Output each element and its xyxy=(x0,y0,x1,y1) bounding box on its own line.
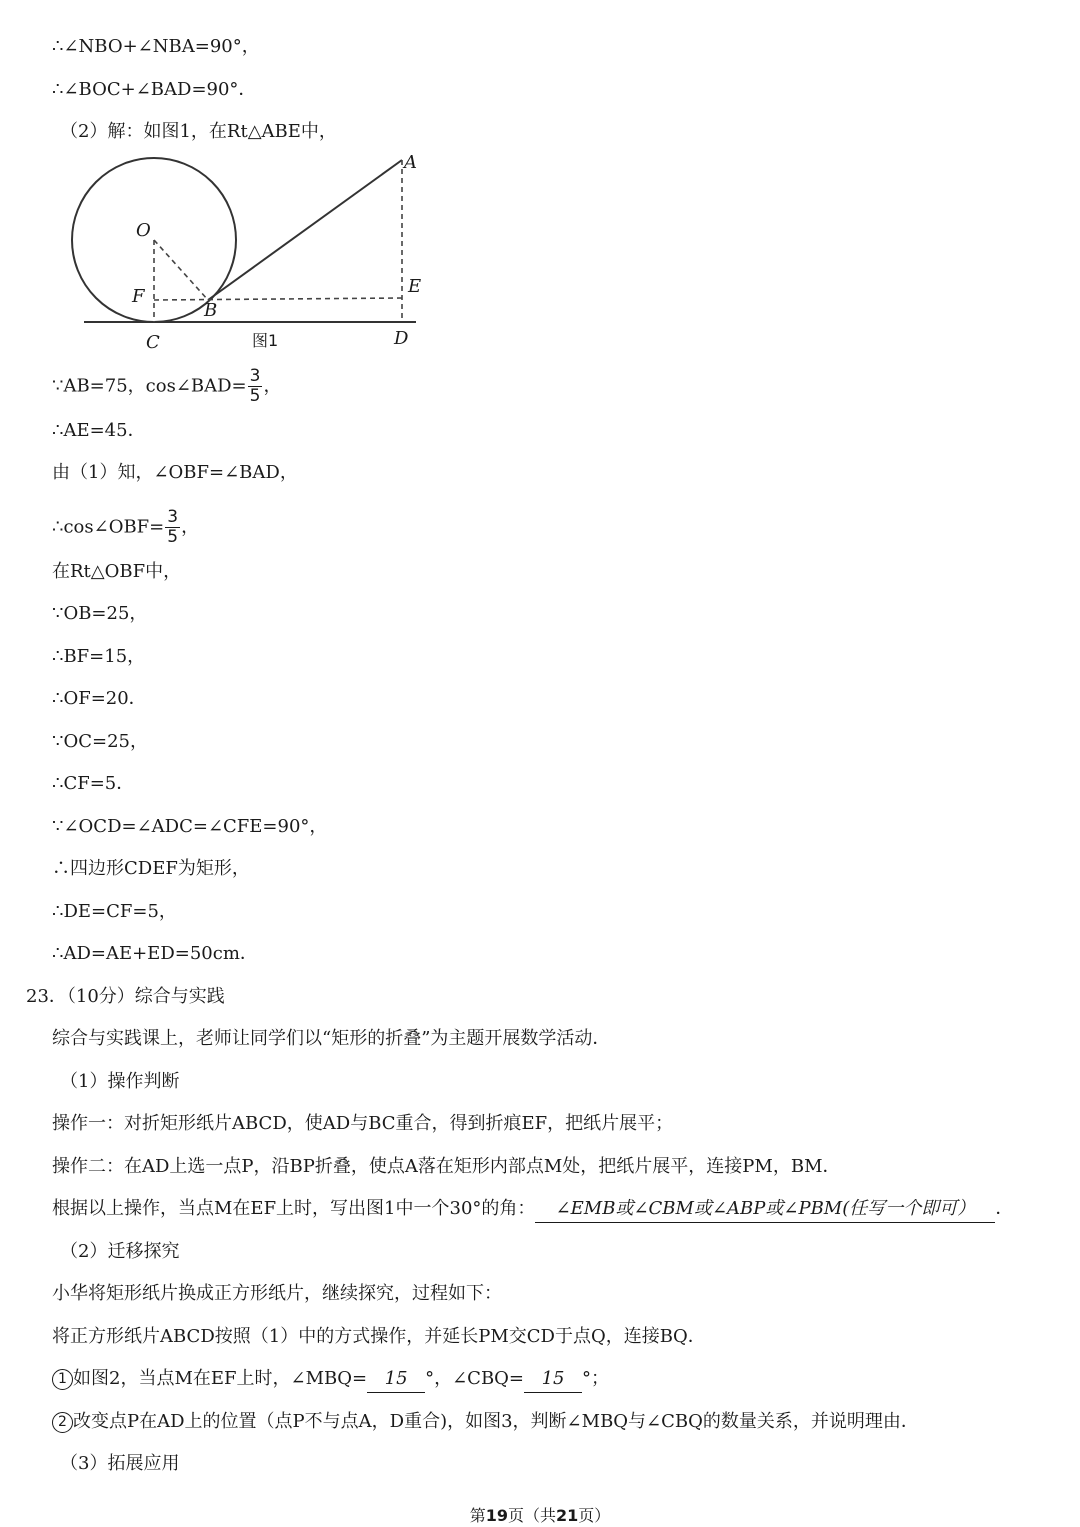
judgement-line xyxy=(52,1196,1013,1223)
fraction-denominator: 5 xyxy=(249,386,261,406)
figure-1 xyxy=(70,148,430,358)
total-pages: 21 xyxy=(556,1506,579,1525)
page-footer xyxy=(0,1505,1080,1527)
part-1-header: （1）操作判断 xyxy=(60,1071,180,1092)
solution-line-17: ∴AD=AE+ED=50cm． xyxy=(52,943,258,964)
text-segment: 改变点P在AD上的位置（点P不与点A，D重合)，如图3，判断∠MBQ与∠CBQ的数量关系，并说明理由． xyxy=(73,1411,919,1432)
text-segment: ， xyxy=(263,375,282,397)
solution-line-16: ∴DE=CF=5， xyxy=(52,901,177,922)
fraction-numerator: 3 xyxy=(249,366,261,386)
operation-2: 操作二：在AD上选一点P，沿BP折叠，使点A落在矩形内部点M处，把纸片展平，连接PM，BM． xyxy=(52,1156,841,1177)
label-o: O xyxy=(136,220,151,241)
sub-question-1 xyxy=(52,1366,609,1393)
text-segment: °，∠CBQ= xyxy=(425,1368,525,1389)
text-segment: °； xyxy=(582,1368,610,1389)
footer-text: 第 xyxy=(469,1506,486,1525)
solution-line-15: ∴四边形CDEF为矩形， xyxy=(52,858,250,879)
solution-line-13: ∴CF=5． xyxy=(52,773,135,794)
label-b: B xyxy=(204,300,218,321)
part-3-header: （3）拓展应用 xyxy=(60,1453,180,1474)
answer-blank-mbq: 15 xyxy=(367,1366,425,1393)
text-segment: 根据以上操作，当点M在EF上时，写出图1中一个30°的角： xyxy=(52,1198,536,1219)
label-a: A xyxy=(404,152,417,173)
segment-ab xyxy=(208,160,402,300)
solution-line-2: ∴∠BOC+∠BAD=90°． xyxy=(52,79,257,100)
text-segment: ． xyxy=(995,1198,1014,1219)
solution-line-10: ∴BF=15， xyxy=(52,646,146,667)
solution-part2-header: （2）解：如图1，在Rt△ABE中， xyxy=(60,121,337,142)
circled-number-1: 1 xyxy=(52,1369,73,1390)
solution-line-14: ∵∠OCD=∠ADC=∠CFE=90°， xyxy=(52,816,328,837)
fraction-numerator: 3 xyxy=(167,507,179,527)
solution-line-7 xyxy=(52,508,199,547)
fraction-denominator: 5 xyxy=(167,527,179,547)
solution-line-8: 在Rt△OBF中， xyxy=(52,561,182,582)
sub-question-2 xyxy=(52,1409,919,1435)
text-segment: ， xyxy=(181,516,200,538)
fraction xyxy=(165,508,180,547)
label-d: D xyxy=(394,328,409,349)
solution-line-5: ∴AE=45． xyxy=(52,420,146,441)
question-23-intro: 综合与实践课上，老师让同学们以“矩形的折叠”为主题开展数学活动． xyxy=(52,1028,611,1049)
answer-blank-30-degree: ∠EMB或∠CBM或∠ABP或∠PBM(任写一个即可） xyxy=(535,1196,995,1223)
page-number: 19 xyxy=(485,1506,508,1525)
figure-caption: 图1 xyxy=(252,331,279,350)
text-segment: 如图2，当点M在EF上时，∠MBQ= xyxy=(73,1368,368,1389)
operation-1: 操作一：对折矩形纸片ABCD，使AD与BC重合，得到折痕EF，把纸片展平； xyxy=(52,1113,674,1134)
label-f: F xyxy=(132,286,145,307)
part-2-header: （2）迁移探究 xyxy=(60,1241,180,1262)
answer-blank-cbq: 15 xyxy=(524,1366,582,1393)
segment-fe xyxy=(154,298,402,300)
solution-line-11: ∴OF=20． xyxy=(52,688,147,709)
solution-line-12: ∵OC=25， xyxy=(52,731,148,752)
footer-text: 页） xyxy=(578,1506,611,1525)
solution-line-6: 由（1）知，∠OBF=∠BAD， xyxy=(52,462,298,483)
solution-line-9: ∵OB=25， xyxy=(52,603,148,624)
question-23-header: 23．（10分）综合与实践 xyxy=(26,986,225,1007)
label-e: E xyxy=(408,276,422,297)
text-segment: ∵AB=75，cos∠BAD= xyxy=(52,375,247,397)
solution-line-1: ∴∠NBO+∠NBA=90°， xyxy=(52,36,260,57)
fraction xyxy=(248,367,263,406)
part-2-operation: 将正方形纸片ABCD按照（1）中的方式操作，并延长PM交CD于点Q，连接BQ． xyxy=(52,1326,706,1347)
solution-line-4 xyxy=(52,367,281,406)
label-c: C xyxy=(146,332,160,353)
text-segment: ∴cos∠OBF= xyxy=(52,516,165,538)
circled-number-2: 2 xyxy=(52,1412,73,1433)
footer-text: 页（共 xyxy=(507,1506,556,1525)
segment-ob xyxy=(154,240,208,300)
part-2-intro: 小华将矩形纸片换成正方形纸片，继续探究，过程如下： xyxy=(52,1283,502,1304)
